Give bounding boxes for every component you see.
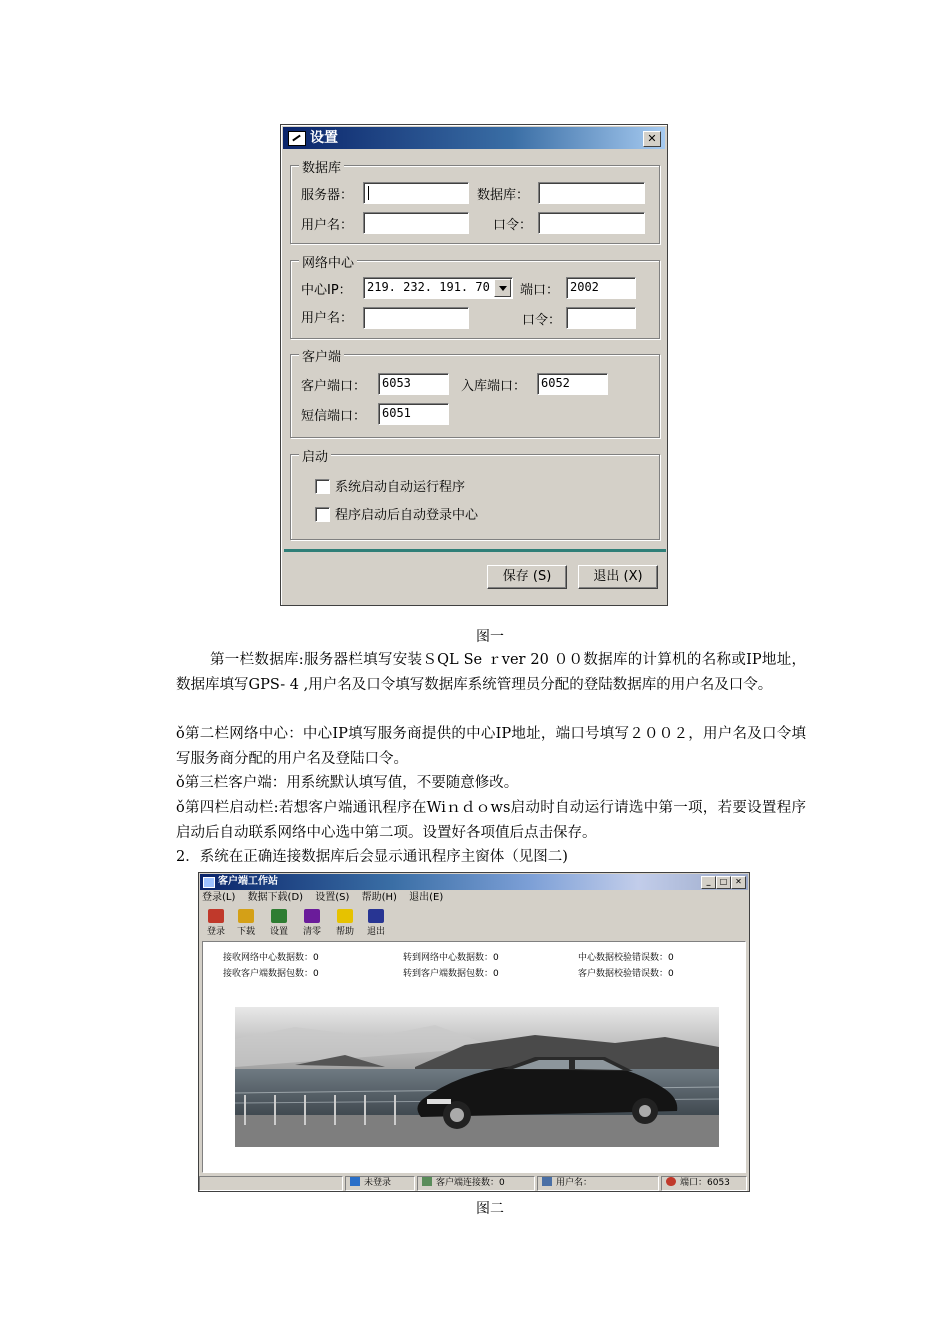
menu-bar [202, 890, 452, 906]
settings-app-icon [288, 131, 306, 146]
network-center-group [290, 256, 660, 339]
toolbar-login-label: 登录 [206, 927, 225, 937]
exit-button[interactable]: 退出 (X) [578, 565, 658, 589]
settings-icon [271, 909, 287, 923]
db-user-label: 用户名： [301, 218, 354, 233]
stat-recv-center: 接收网络中心数据数：0 [223, 953, 319, 963]
maximize-button[interactable]: □ [716, 876, 731, 889]
help-icon [337, 909, 353, 923]
status-bar [199, 1176, 749, 1191]
inbound-port-label: 入库端口： [461, 379, 527, 394]
apple-icon [666, 1177, 676, 1186]
dialog-titlebar [283, 127, 665, 149]
status-port-text: 端口：6053 [680, 1178, 730, 1188]
startup-group-legend: 启动 [299, 446, 331, 465]
main-panel [202, 941, 746, 1173]
toolbar-download-label: 下载 [236, 927, 255, 937]
clear-icon [304, 909, 320, 923]
window-title: 客户端工作站 [218, 876, 278, 887]
paragraph-startup: ǒ第四栏启动栏:若想客户端通讯程序在Wiｎｄｏws启动时自动运行请选中第一项，若要设置程序启动后自动联系网络中心选中第二项。设置好各项值后点击保存。 [176, 800, 806, 841]
window-titlebar [200, 874, 748, 890]
client-group [290, 350, 660, 438]
menu-download[interactable]: 数据下载(D) [247, 892, 304, 903]
toolbar-help-label: 帮助 [335, 927, 354, 937]
autologin-checkbox[interactable] [315, 507, 330, 522]
center-user-label: 用户名： [301, 311, 354, 326]
sms-port-input[interactable]: 6051 [378, 403, 449, 425]
toolbar-login[interactable] [203, 909, 229, 937]
center-ip-value: 219. 232. 191. 70 [367, 280, 490, 294]
paragraph-network: ǒ第二栏网络中心：中心IP填写服务商提供的中心IP地址，端口号填写２００２，用户名及口令填写服务商分配的用户名及登陆口令。 [176, 726, 806, 767]
status-user [537, 1176, 659, 1191]
client-group-legend: 客户端 [299, 346, 344, 365]
server-label: 服务器： [301, 188, 354, 203]
settings-dialog [280, 124, 668, 606]
center-user-input[interactable] [363, 307, 469, 329]
stat-recv-client: 接收客户端数据包数：0 [223, 969, 319, 979]
toolbar-exit[interactable] [363, 909, 389, 937]
center-ip-combo[interactable] [363, 277, 513, 299]
stat-center-errors: 中心数据校验错误数：0 [578, 953, 674, 963]
status-connections [417, 1176, 535, 1191]
network-group-legend: 网络中心 [299, 252, 357, 271]
app-icon [203, 877, 215, 888]
toolbar-clear[interactable] [299, 909, 325, 937]
computer-icon [350, 1177, 360, 1186]
toolbar-help[interactable] [332, 909, 358, 937]
center-port-label: 端口： [520, 283, 560, 298]
server-input[interactable] [363, 182, 469, 204]
chevron-down-icon[interactable] [494, 279, 511, 297]
paragraph-database: 第一栏数据库:服务器栏填写安装ＳQL Se ｒver 20 ００数据库的计算机的名称或IP地址，数据库填写GPS- 4 ,用户名及口令填写数据库系统管理员分配的登陆数据库的用户名及口令。 [176, 652, 806, 693]
toolbar-exit-label: 退出 [366, 927, 385, 937]
center-password-label: 口令： [522, 313, 562, 328]
database-input[interactable] [538, 182, 645, 204]
stat-client-errors: 客户数据校验错误数：0 [578, 969, 674, 979]
stat-fwd-client: 转到客户端数据包数：0 [403, 969, 499, 979]
login-icon [208, 909, 224, 923]
inbound-port-input[interactable]: 6052 [537, 373, 608, 395]
toolbar-settings-label: 设置 [269, 927, 288, 937]
figure-caption-1: 图一 [476, 629, 504, 645]
minimize-button[interactable]: _ [701, 876, 716, 889]
autorun-label: 系统启动自动运行程序 [335, 480, 466, 495]
paragraph-client: ǒ第三栏客户端：用系统默认填写值，不要随意修改。 [176, 775, 519, 791]
paragraph-step2: 2．系统在正确连接数据库后会显示通讯程序主窗体（见图二) [176, 849, 568, 865]
status-empty [199, 1176, 343, 1191]
menu-login[interactable]: 登录(L) [202, 892, 236, 903]
db-password-input[interactable] [538, 212, 645, 234]
database-label: 数据库： [477, 188, 530, 203]
autologin-label: 程序启动后自动登录中心 [335, 508, 479, 523]
autorun-checkbox[interactable] [315, 479, 330, 494]
exit-icon [368, 909, 384, 923]
client-port-label: 客户端口： [301, 379, 367, 394]
center-ip-label: 中心IP： [301, 283, 352, 298]
menu-exit[interactable]: 退出(E) [409, 892, 444, 903]
car-banner-image [235, 1007, 719, 1147]
center-password-input[interactable] [566, 307, 636, 329]
database-group-legend: 数据库 [299, 157, 344, 176]
dialog-title: 设置 [310, 130, 338, 146]
stat-fwd-center: 转到网络中心数据数：0 [403, 953, 499, 963]
figure-caption-2: 图二 [476, 1201, 504, 1217]
toolbar-download[interactable] [233, 909, 259, 937]
db-user-input[interactable] [363, 212, 469, 234]
users-icon [542, 1177, 552, 1186]
startup-group [290, 450, 660, 540]
status-port [661, 1176, 747, 1191]
network-icon [422, 1177, 432, 1186]
status-connections-text: 客户端连接数：0 [436, 1178, 505, 1188]
status-login-text: 未登录 [364, 1178, 392, 1188]
download-icon [238, 909, 254, 923]
db-password-label: 口令： [493, 218, 533, 233]
close-button[interactable]: ✕ [731, 876, 746, 889]
center-port-input[interactable]: 2002 [566, 277, 636, 299]
status-user-text: 用户名： [556, 1178, 593, 1188]
client-port-input[interactable]: 6053 [378, 373, 449, 395]
sms-port-label: 短信端口： [301, 409, 367, 424]
status-login [345, 1176, 415, 1191]
menu-settings[interactable]: 设置(S) [315, 892, 350, 903]
close-button[interactable]: ✕ [643, 131, 661, 147]
database-group [290, 161, 660, 244]
dialog-divider [284, 549, 666, 552]
save-button[interactable]: 保存 (S) [487, 565, 567, 589]
toolbar-clear-label: 清零 [302, 927, 321, 937]
client-workstation-window [198, 872, 750, 1192]
menu-help[interactable]: 帮助(H) [361, 892, 397, 903]
toolbar-settings[interactable] [266, 909, 292, 937]
